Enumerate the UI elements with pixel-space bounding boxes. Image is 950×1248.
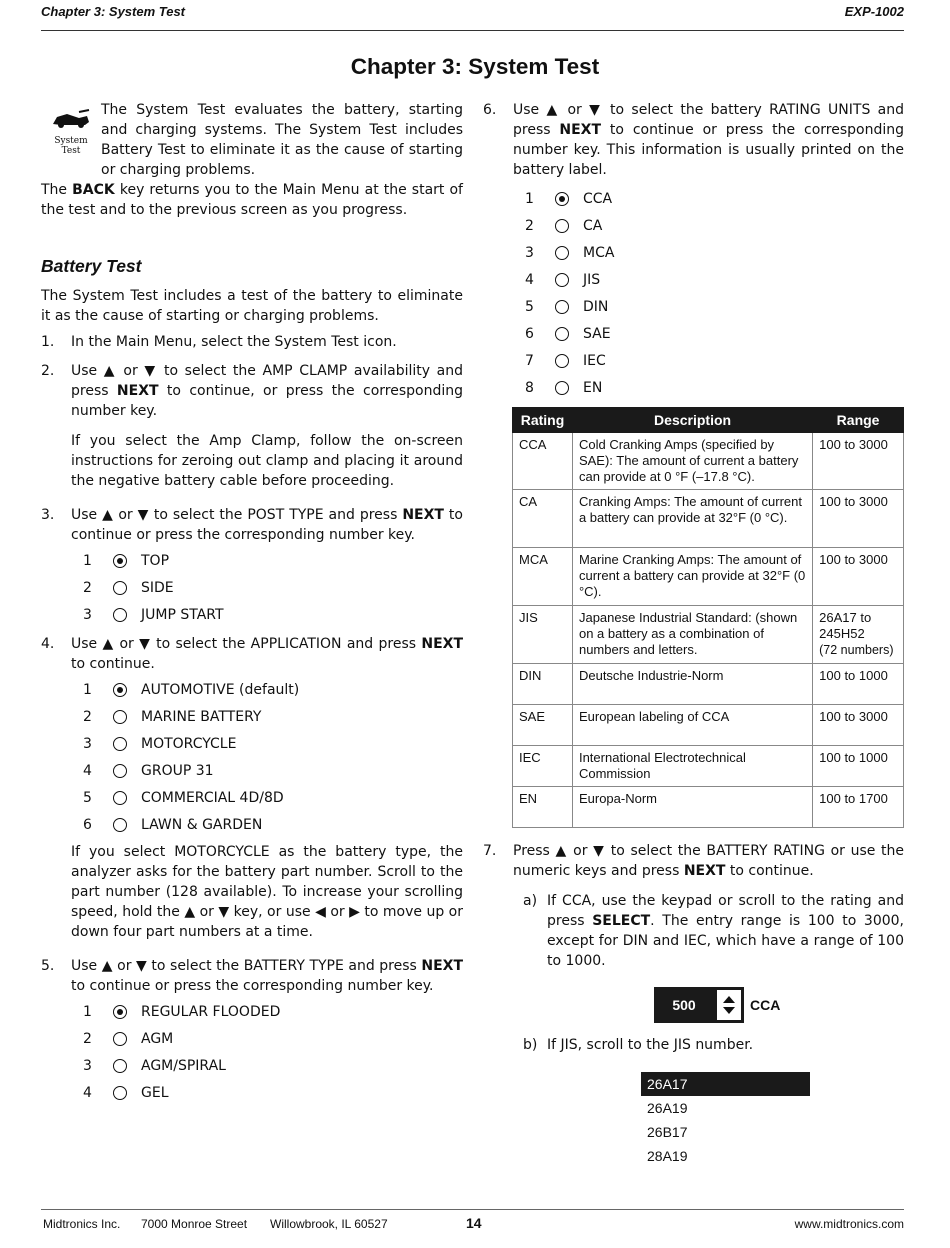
radio-icon — [113, 818, 127, 832]
step-7: 7. Press ▲ or ▼ to select the BATTERY RATING or use the numeric keys and press NEXT to continue. — [483, 843, 904, 879]
radio-icon — [113, 791, 127, 805]
list-item: 26A19 — [647, 1100, 688, 1116]
footer-street: 7000 Monroe Street — [141, 1217, 248, 1231]
option-cca: 1 CCA — [525, 190, 613, 207]
option-din: 5 DIN — [525, 298, 609, 315]
radio-selected-icon — [555, 192, 569, 206]
footer-company: Midtronics Inc. — [43, 1217, 121, 1231]
footer-rule — [41, 1209, 904, 1210]
option-en: 8 EN — [525, 379, 603, 396]
option-top: 1 TOP — [83, 552, 170, 569]
step-3: 3. Use ▲ or ▼ to select the POST TYPE and press NEXT to continue or press the corresponding number key. — [41, 507, 463, 543]
right-column — [483, 100, 904, 1168]
option-jump-start: 3 JUMP START — [83, 606, 224, 623]
table-row: EN Europa-Norm 100 to 1700 — [513, 787, 904, 828]
radio-icon — [555, 327, 569, 341]
footer-url: www.midtronics.com — [794, 1217, 904, 1231]
step-7a: a) If CCA, use the keypad or scroll to the rating and press SELECT. The entry range is 100 to 3000, except for DIN and IEC, which have a range of 100 to 1000. — [523, 893, 904, 969]
radio-selected-icon — [113, 554, 127, 568]
radio-icon — [113, 581, 127, 595]
table-row: JIS Japanese Industrial Standard: (shown on a battery as a combination of numbers and letters. 26A17 to 245H52 (72 numbers) — [513, 606, 904, 664]
radio-icon — [113, 1059, 127, 1073]
column-header: Rating — [513, 408, 573, 433]
radio-selected-icon — [113, 1005, 127, 1019]
section-intro: The System Test includes a test of the battery to eliminate it as the cause of starting or charging problems. — [41, 288, 463, 324]
step-2-note: If you select the Amp Clamp, follow the on-screen instructions for zeroing out clamp and placing it around the negative battery cable before proceeding. — [71, 433, 463, 489]
page-number: 14 — [466, 1215, 482, 1231]
icon-label: System Test — [54, 136, 88, 156]
option-commercial: 5 COMMERCIAL 4D/8D — [83, 789, 284, 806]
list-item: 26B17 — [647, 1124, 688, 1140]
radio-icon — [555, 381, 569, 395]
option-group-31: 4 GROUP 31 — [83, 762, 214, 779]
jis-number-list — [641, 1072, 810, 1168]
left-column — [41, 100, 463, 1106]
cca-entry-widget — [654, 987, 904, 1023]
table-row: CCA Cold Cranking Amps (specified by SAE): The amount of current a battery can provide at 0 °F (–17.8 °C). 100 to 3000 — [513, 433, 904, 490]
step-6: 6. Use ▲ or ▼ to select the battery RATING UNITS and press NEXT to continue or press the corresponding number key. This information is usually printed on the battery label. — [483, 102, 904, 178]
radio-icon — [555, 354, 569, 368]
option-side: 2 SIDE — [83, 579, 174, 596]
table-row: MCA Marine Cranking Amps: The amount of current a battery can provide at 32°F (0 °C). 100 to 3000 — [513, 548, 904, 606]
system-test-icon — [41, 100, 101, 180]
motorcycle-note: If you select MOTORCYCLE as the battery type, the analyzer asks for the battery part number. Scroll to the part number (128 available). To increase your scrolling speed, hold the ▲ or ▼ key, or use ◀ or ▶ to move up or down four part numbers at a time. — [71, 844, 463, 940]
option-automotive: 1 AUTOMOTIVE (default) — [83, 681, 300, 698]
table-row: SAE European labeling of CCA 100 to 3000 — [513, 705, 904, 746]
radio-icon — [113, 764, 127, 778]
option-agm-spiral: 3 AGM/SPIRAL — [83, 1057, 226, 1074]
intro-paragraph: The System Test evaluates the battery, starting and charging systems. The System Test includes Battery Test to eliminate it as the cause of starting or charging problems. — [101, 102, 463, 178]
running-header-right: EXP-1002 — [844, 4, 904, 19]
cca-value-field: 500 — [654, 987, 714, 1023]
section-heading: Battery Test — [41, 256, 142, 276]
column-header: Description — [572, 408, 812, 433]
radio-icon — [113, 608, 127, 622]
radio-icon — [113, 710, 127, 724]
column-header: Range — [813, 408, 904, 433]
step-7b: b) If JIS, scroll to the JIS number. — [523, 1037, 754, 1053]
list-item-selected: 26A17 — [641, 1072, 810, 1096]
step-4: 4. Use ▲ or ▼ to select the APPLICATION and press NEXT to continue. — [41, 636, 463, 672]
option-motorcycle: 3 MOTORCYCLE — [83, 735, 237, 752]
step-1: 1. In the Main Menu, select the System Test icon. — [41, 334, 397, 350]
radio-icon — [113, 1032, 127, 1046]
option-marine: 2 MARINE BATTERY — [83, 708, 262, 725]
spinner-arrows-icon — [717, 990, 741, 1020]
radio-icon — [113, 737, 127, 751]
table-row: IEC International Electrotechnical Commission 100 to 1000 — [513, 746, 904, 787]
radio-icon — [113, 1086, 127, 1100]
list-item: 28A19 — [647, 1148, 688, 1164]
car-icon — [49, 108, 93, 130]
option-gel: 4 GEL — [83, 1084, 169, 1101]
option-ca: 2 CA — [525, 217, 603, 234]
option-sae: 6 SAE — [525, 325, 611, 342]
table-row: CA Cranking Amps: The amount of current a battery can provide at 32°F (0 °C). 100 to 3000 — [513, 490, 904, 548]
rating-unit-options — [483, 185, 904, 401]
battery-type-options — [41, 998, 463, 1106]
radio-selected-icon — [113, 683, 127, 697]
table-header-row — [513, 408, 904, 433]
cca-unit-label: CCA — [750, 997, 781, 1013]
page-title: Chapter 3: System Test — [350, 54, 600, 79]
step-2: 2. Use ▲ or ▼ to select the AMP CLAMP availability and press NEXT to continue, or press the corresponding number key. If you select the Amp Clamp, follow the on-screen instructions for zeroing out clamp and placing it around the negative battery cable before proceeding. — [41, 363, 463, 489]
radio-icon — [555, 273, 569, 287]
post-type-options — [41, 547, 463, 628]
intro-block — [41, 100, 463, 180]
footer-city: Willowbrook, IL 60527 — [270, 1217, 388, 1231]
option-iec: 7 IEC — [525, 352, 606, 369]
table-row: DIN Deutsche Industrie-Norm 100 to 1000 — [513, 664, 904, 705]
header-rule — [41, 30, 904, 31]
option-agm: 2 AGM — [83, 1030, 174, 1047]
option-mca: 3 MCA — [525, 244, 615, 261]
back-key-paragraph: The BACK key returns you to the Main Menu at the start of the test and to the previous screen as you progress. — [41, 182, 463, 218]
step-5: 5. Use ▲ or ▼ to select the BATTERY TYPE and press NEXT to continue or press the corresponding number key. — [41, 958, 463, 994]
radio-icon — [555, 246, 569, 260]
rating-table — [512, 407, 904, 828]
option-lawn-garden: 6 LAWN & GARDEN — [83, 816, 263, 833]
radio-icon — [555, 219, 569, 233]
option-regular-flooded: 1 REGULAR FLOODED — [83, 1003, 281, 1020]
radio-icon — [555, 300, 569, 314]
running-header-left: Chapter 3: System Test — [41, 4, 186, 19]
option-jis: 4 JIS — [525, 271, 601, 288]
application-options — [41, 676, 463, 838]
